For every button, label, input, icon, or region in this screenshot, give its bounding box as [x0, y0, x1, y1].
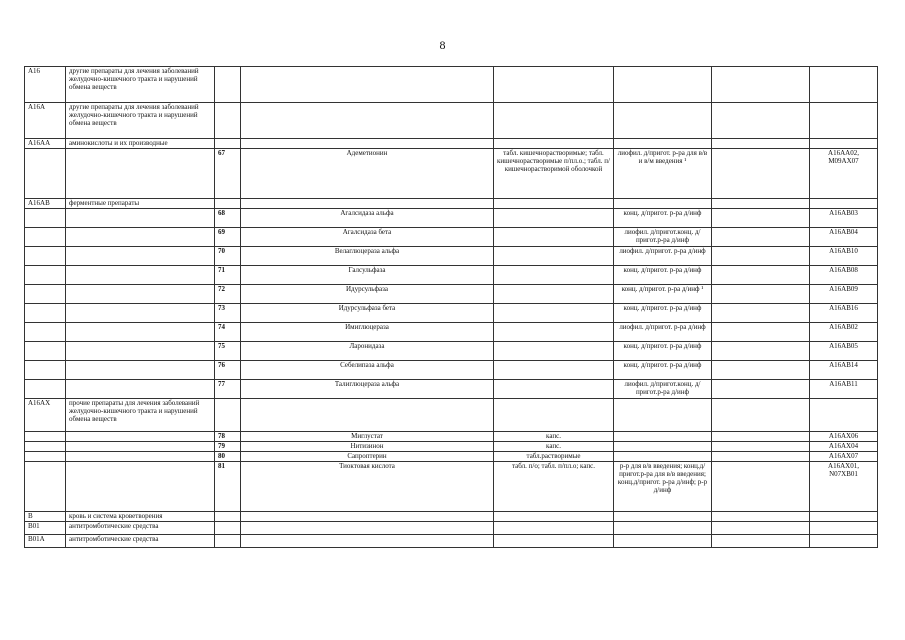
- atc-code-cell: [25, 209, 66, 228]
- extra-cell: [712, 361, 810, 380]
- table-row: [25, 285, 878, 304]
- atc-reference-cell: A16AB02: [810, 323, 878, 342]
- table-row: [25, 535, 878, 548]
- group-name-cell: ферментные препараты: [66, 199, 215, 209]
- atc-code-cell: [25, 247, 66, 266]
- atc-reference-cell: [810, 522, 878, 535]
- atc-code-cell: B01: [25, 522, 66, 535]
- extra-cell: [712, 67, 810, 103]
- atc-code-cell: [25, 361, 66, 380]
- parenteral-form-cell: [614, 522, 712, 535]
- parenteral-form-cell: [614, 103, 712, 139]
- oral-form-cell: [494, 380, 614, 399]
- group-name-cell: [66, 149, 215, 199]
- parenteral-form-cell: лиофил. д/пригот.конц. д/пригот.р-ра д/инф: [614, 228, 712, 247]
- drug-name-cell: Талиглюцераза альфа: [241, 380, 494, 399]
- item-number-cell: [215, 103, 241, 139]
- item-number-cell: 72: [215, 285, 241, 304]
- group-name-cell: антитромботические средства: [66, 522, 215, 535]
- parenteral-form-cell: [614, 432, 712, 442]
- drug-name-cell: Тиоктовая кислота: [241, 462, 494, 512]
- item-number-cell: 68: [215, 209, 241, 228]
- item-number-cell: 74: [215, 323, 241, 342]
- group-name-cell: [66, 228, 215, 247]
- atc-reference-cell: A16AB14: [810, 361, 878, 380]
- drug-name-cell: [241, 199, 494, 209]
- atc-code-cell: [25, 228, 66, 247]
- oral-form-cell: [494, 342, 614, 361]
- group-name-cell: другие препараты для лечения заболеваний желудочно-кишечного тракта и нарушений обмена веществ: [66, 67, 215, 103]
- drug-name-cell: Агалсидаза бета: [241, 228, 494, 247]
- drug-name-cell: Сапроптерин: [241, 452, 494, 462]
- atc-code-cell: A16AA: [25, 139, 66, 149]
- atc-reference-cell: [810, 512, 878, 522]
- item-number-cell: 70: [215, 247, 241, 266]
- table-row: [25, 199, 878, 209]
- group-name-cell: [66, 462, 215, 512]
- atc-reference-cell: [810, 535, 878, 548]
- atc-reference-cell: [810, 67, 878, 103]
- group-name-cell: другие препараты для лечения заболеваний желудочно-кишечного тракта и нарушений обмена веществ: [66, 103, 215, 139]
- table-row: [25, 139, 878, 149]
- group-name-cell: антитромботические средства: [66, 535, 215, 548]
- atc-reference-cell: A16AB08: [810, 266, 878, 285]
- atc-code-cell: A16AX: [25, 399, 66, 432]
- atc-code-cell: B01A: [25, 535, 66, 548]
- parenteral-form-cell: конц. д/пригот. р-ра д/инф ¹: [614, 285, 712, 304]
- item-number-cell: [215, 67, 241, 103]
- atc-reference-cell: A16AB11: [810, 380, 878, 399]
- drug-name-cell: Идурсульфаза: [241, 285, 494, 304]
- extra-cell: [712, 285, 810, 304]
- item-number-cell: 77: [215, 380, 241, 399]
- drug-name-cell: [241, 103, 494, 139]
- parenteral-form-cell: конц. д/пригот. р-ра д/инф: [614, 209, 712, 228]
- group-name-cell: [66, 452, 215, 462]
- drug-name-cell: Ларонидаза: [241, 342, 494, 361]
- parenteral-form-cell: лиофил. д/пригот. р-ра д/инф: [614, 247, 712, 266]
- table-row: [25, 361, 878, 380]
- table-row: [25, 452, 878, 462]
- atc-reference-cell: A16AX06: [810, 432, 878, 442]
- item-number-cell: 75: [215, 342, 241, 361]
- parenteral-form-cell: лиофил. д/пригот.конц. д/пригот.р-ра д/инф: [614, 380, 712, 399]
- parenteral-form-cell: [614, 512, 712, 522]
- table-row: [25, 323, 878, 342]
- extra-cell: [712, 522, 810, 535]
- drug-name-cell: Миглустат: [241, 432, 494, 442]
- table-row: [25, 149, 878, 199]
- item-number-cell: 73: [215, 304, 241, 323]
- oral-form-cell: [494, 103, 614, 139]
- atc-reference-cell: A16AX07: [810, 452, 878, 462]
- drug-list-table: [24, 66, 878, 548]
- item-number-cell: [215, 535, 241, 548]
- parenteral-form-cell: [614, 199, 712, 209]
- item-number-cell: 67: [215, 149, 241, 199]
- oral-form-cell: [494, 399, 614, 432]
- table-row: [25, 103, 878, 139]
- parenteral-form-cell: [614, 442, 712, 452]
- oral-form-cell: [494, 512, 614, 522]
- atc-code-cell: B: [25, 512, 66, 522]
- table-row: [25, 462, 878, 512]
- table-row: [25, 512, 878, 522]
- parenteral-form-cell: [614, 139, 712, 149]
- group-name-cell: [66, 247, 215, 266]
- atc-reference-cell: A16AX04: [810, 442, 878, 452]
- oral-form-cell: табл.растворимые: [494, 452, 614, 462]
- oral-form-cell: [494, 139, 614, 149]
- extra-cell: [712, 149, 810, 199]
- extra-cell: [712, 442, 810, 452]
- item-number-cell: 81: [215, 462, 241, 512]
- extra-cell: [712, 342, 810, 361]
- group-name-cell: [66, 266, 215, 285]
- table-row: [25, 304, 878, 323]
- drug-name-cell: [241, 67, 494, 103]
- oral-form-cell: [494, 361, 614, 380]
- oral-form-cell: табл. кишечнорастворимые; табл. кишечнорастворимые п/пл.о.; табл. п/кишечнорастворимой оболочкой: [494, 149, 614, 199]
- atc-reference-cell: A16AB09: [810, 285, 878, 304]
- oral-form-cell: табл. п/о; табл. п/пл.о; капс.: [494, 462, 614, 512]
- atc-reference-cell: [810, 399, 878, 432]
- group-name-cell: [66, 442, 215, 452]
- item-number-cell: 80: [215, 452, 241, 462]
- atc-reference-cell: [810, 139, 878, 149]
- table-row: [25, 209, 878, 228]
- item-number-cell: [215, 512, 241, 522]
- oral-form-cell: [494, 209, 614, 228]
- parenteral-form-cell: [614, 535, 712, 548]
- oral-form-cell: [494, 266, 614, 285]
- atc-reference-cell: A16AB10: [810, 247, 878, 266]
- table-row: [25, 432, 878, 442]
- oral-form-cell: [494, 199, 614, 209]
- atc-code-cell: [25, 149, 66, 199]
- parenteral-form-cell: конц. д/пригот. р-ра д/инф: [614, 304, 712, 323]
- extra-cell: [712, 304, 810, 323]
- parenteral-form-cell: лиофил. д/пригот. р-ра д/инф: [614, 323, 712, 342]
- drug-name-cell: [241, 512, 494, 522]
- oral-form-cell: [494, 285, 614, 304]
- table-row: [25, 342, 878, 361]
- parenteral-form-cell: [614, 399, 712, 432]
- extra-cell: [712, 247, 810, 266]
- parenteral-form-cell: конц. д/пригот. р-ра д/инф: [614, 342, 712, 361]
- extra-cell: [712, 139, 810, 149]
- drug-name-cell: [241, 522, 494, 535]
- table-row: [25, 67, 878, 103]
- parenteral-form-cell: [614, 67, 712, 103]
- table-row: [25, 380, 878, 399]
- parenteral-form-cell: конц. д/пригот. р-ра д/инф: [614, 361, 712, 380]
- drug-name-cell: Агалсидаза альфа: [241, 209, 494, 228]
- drug-name-cell: [241, 399, 494, 432]
- extra-cell: [712, 323, 810, 342]
- drug-name-cell: Имиглюцераза: [241, 323, 494, 342]
- group-name-cell: [66, 342, 215, 361]
- group-name-cell: [66, 285, 215, 304]
- table-body: [25, 67, 878, 548]
- extra-cell: [712, 432, 810, 442]
- group-name-cell: [66, 380, 215, 399]
- drug-name-cell: Себелипаза альфа: [241, 361, 494, 380]
- atc-code-cell: [25, 462, 66, 512]
- parenteral-form-cell: р-р для в/в введения; конц.д/пригот.р-ра для в/в введения; конц.д/пригот. р-ра д/инф; р-р д/инф: [614, 462, 712, 512]
- group-name-cell: [66, 361, 215, 380]
- atc-code-cell: [25, 380, 66, 399]
- oral-form-cell: [494, 228, 614, 247]
- drug-name-cell: Галсульфаза: [241, 266, 494, 285]
- atc-code-cell: A16: [25, 67, 66, 103]
- extra-cell: [712, 209, 810, 228]
- extra-cell: [712, 380, 810, 399]
- table-row: [25, 522, 878, 535]
- oral-form-cell: [494, 304, 614, 323]
- parenteral-form-cell: лиофил. д/пригот. р-ра для в/в и в/м введения ¹: [614, 149, 712, 199]
- extra-cell: [712, 462, 810, 512]
- atc-reference-cell: [810, 199, 878, 209]
- atc-reference-cell: A16AA02, M09AX07: [810, 149, 878, 199]
- atc-reference-cell: A16AB05: [810, 342, 878, 361]
- atc-code-cell: [25, 442, 66, 452]
- item-number-cell: [215, 522, 241, 535]
- group-name-cell: [66, 209, 215, 228]
- drug-name-cell: Адеметионин: [241, 149, 494, 199]
- oral-form-cell: [494, 67, 614, 103]
- oral-form-cell: [494, 522, 614, 535]
- parenteral-form-cell: конц. д/пригот. р-ра д/инф: [614, 266, 712, 285]
- oral-form-cell: [494, 323, 614, 342]
- drug-name-cell: [241, 535, 494, 548]
- oral-form-cell: [494, 535, 614, 548]
- drug-name-cell: Велаглюцераза альфа: [241, 247, 494, 266]
- item-number-cell: 69: [215, 228, 241, 247]
- extra-cell: [712, 452, 810, 462]
- parenteral-form-cell: [614, 452, 712, 462]
- oral-form-cell: [494, 247, 614, 266]
- atc-code-cell: A16A: [25, 103, 66, 139]
- item-number-cell: 79: [215, 442, 241, 452]
- oral-form-cell: капс.: [494, 432, 614, 442]
- item-number-cell: 71: [215, 266, 241, 285]
- atc-code-cell: [25, 285, 66, 304]
- item-number-cell: [215, 139, 241, 149]
- item-number-cell: 76: [215, 361, 241, 380]
- extra-cell: [712, 103, 810, 139]
- atc-reference-cell: A16AB03: [810, 209, 878, 228]
- atc-code-cell: [25, 304, 66, 323]
- atc-reference-cell: A16AB16: [810, 304, 878, 323]
- atc-reference-cell: A16AB04: [810, 228, 878, 247]
- group-name-cell: кровь и система кроветворения: [66, 512, 215, 522]
- extra-cell: [712, 266, 810, 285]
- group-name-cell: [66, 323, 215, 342]
- group-name-cell: [66, 304, 215, 323]
- extra-cell: [712, 512, 810, 522]
- extra-cell: [712, 228, 810, 247]
- item-number-cell: 78: [215, 432, 241, 442]
- extra-cell: [712, 535, 810, 548]
- table-row: [25, 228, 878, 247]
- drug-name-cell: Нитизинон: [241, 442, 494, 452]
- atc-code-cell: [25, 323, 66, 342]
- drug-name-cell: Идурсульфаза бета: [241, 304, 494, 323]
- table-row: [25, 247, 878, 266]
- table-row: [25, 442, 878, 452]
- atc-code-cell: [25, 452, 66, 462]
- atc-code-cell: [25, 432, 66, 442]
- oral-form-cell: капс.: [494, 442, 614, 452]
- extra-cell: [712, 399, 810, 432]
- extra-cell: [712, 199, 810, 209]
- atc-code-cell: A16AB: [25, 199, 66, 209]
- group-name-cell: аминокислоты и их производные: [66, 139, 215, 149]
- atc-code-cell: [25, 266, 66, 285]
- table-row: [25, 399, 878, 432]
- group-name-cell: прочие препараты для лечения заболеваний желудочно-кишечного тракта и нарушений обмена веществ: [66, 399, 215, 432]
- group-name-cell: [66, 432, 215, 442]
- item-number-cell: [215, 399, 241, 432]
- item-number-cell: [215, 199, 241, 209]
- atc-reference-cell: [810, 103, 878, 139]
- atc-code-cell: [25, 342, 66, 361]
- drug-name-cell: [241, 139, 494, 149]
- atc-reference-cell: A16AX01, N07XB01: [810, 462, 878, 512]
- table-row: [25, 266, 878, 285]
- page-number: 8: [439, 38, 446, 52]
